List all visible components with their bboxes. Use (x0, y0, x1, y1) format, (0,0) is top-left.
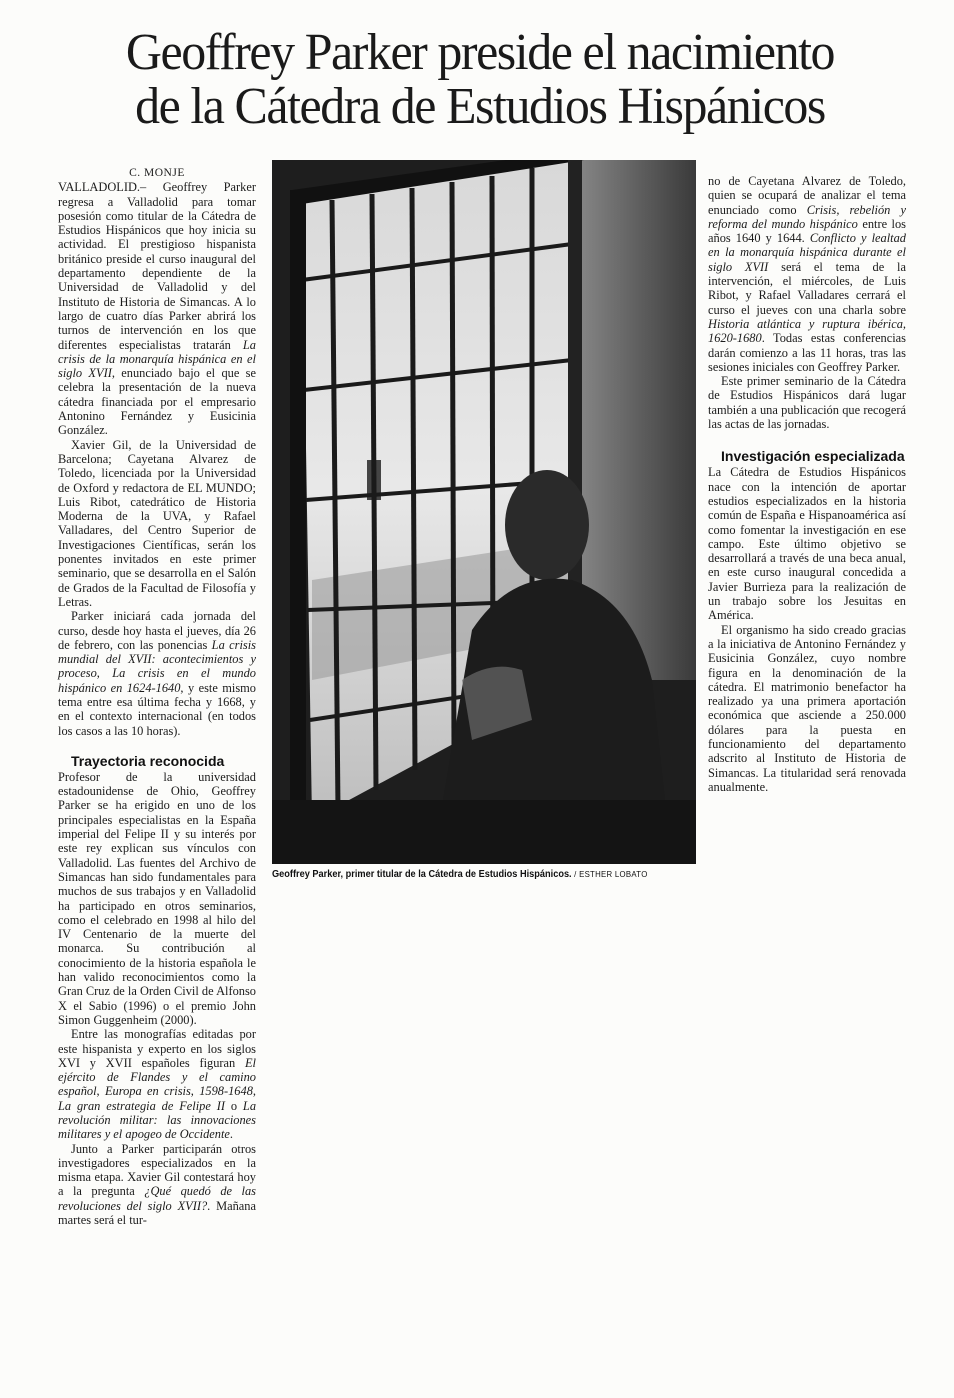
article-column-right (708, 174, 906, 794)
article-paragraph-7 (708, 174, 906, 374)
text-run: , (96, 1084, 105, 1099)
text-run: no de Cayetana Alvarez de Toledo, quien se ocupará de analizar el tema enunciado como (708, 174, 906, 217)
text-run: Junto a Parker participarán otros investigadores especializados en la misma etapa. Xavier Gil contestará hoy a la pregunta (58, 1141, 256, 1199)
text-run: , (252, 1084, 256, 1099)
byline: C. MONJE (129, 167, 185, 179)
subheading-trayectoria: Trayectoria reconocida (71, 752, 225, 769)
article-paragraph-4: Profesor de la universidad estadounidense de Ohio, Geoffrey Parker se ha erigido en uno de los principales especialistas en la España imperial del Felipe II y su interés por este rey explican sus vínculos con Valladolid. Las fuentes del Archivo de Simancas han sido fundamentales para muchos de sus trabajos y en Valladolid ha participado en otros seminarios, como el celebrado en 1998 al hilo del IV Centenario de la muerte del monarca. Su contribución al conocimiento de la historia española le han valido reconocimientos como la Gran Cruz de la Orden Civil de Alfonso X el Sabio (1996) o el premio John Simon Guggenheim (2000). (58, 769, 256, 1027)
text-run-italic: Crisis, rebelión y reforma del mundo hispánico (708, 202, 906, 231)
text-run-italic: Conflicto y lealtad en la monarquía hispánica durante el siglo XVII (708, 231, 906, 274)
article-photo (272, 160, 696, 864)
photo-credit: / ESTHER LOBATO (574, 869, 648, 879)
text-run: entre los años 1640 y 1644. (708, 216, 906, 246)
article-paragraph-3 (58, 609, 256, 738)
text-run-italic: La crisis en el mundo hispánico en 1624-1640 (58, 666, 256, 695)
headline-line-1: Geoffrey Parker preside el nacimiento (125, 24, 835, 81)
text-run-italic: El ejército de Flandes y el camino español (58, 1055, 256, 1099)
text-run: . Todas estas conferencias darán comienzo a las 11 horas, tras las sesiones iniciales con Geoffrey Parker. (708, 331, 906, 374)
text-run: VALLADOLID.– Geoffrey Parker regresa a Valladolid para tomar posesión como titular de la Cátedra de Estudios Hispánicos que hoy inicia su actividad. El prestigioso hispanista británico preside el curso inaugural del departamento dependiente de la Universidad de Valladolid y del Instituto de Historia de Simancas. A lo largo de cuatro días Parker abrirá los turnos de intervención en los que diferentes especialistas tratarán (58, 180, 256, 352)
article-column-left (58, 166, 256, 1227)
text-run: , (96, 666, 113, 681)
text-run: . (229, 1127, 234, 1142)
text-run: , y este mismo tema entre esa última fecha y 1668, y en el contexto internacional (en todos los casos a las 10 horas). (58, 680, 256, 738)
text-run: , enunciado bajo el que se celebra la presentación de la nueva cátedra financiada por el empresario Antonino Fernández y Eusicinia González. (58, 366, 256, 438)
text-run-italic: ¿Qué quedó de las revoluciones del siglo XVII? (58, 1184, 256, 1213)
subheading-investigacion: Investigación especializada (721, 448, 905, 465)
article-paragraph-1 (58, 180, 256, 437)
text-run-italic: La crisis de la monarquía hispánica en el siglo XVII (58, 337, 256, 381)
text-run-italic: La gran estrategia de Felipe II (58, 1098, 225, 1113)
caption-text: Geoffrey Parker, primer titular de la Cátedra de Estudios Hispánicos. (272, 869, 572, 880)
text-run-italic: Europa en crisis, 1598-1648 (104, 1084, 253, 1099)
text-run: o (224, 1098, 243, 1113)
article-paragraph-8: Este primer seminario de la Cátedra de Estudios Hispánicos dará lugar también a una publicación que recogerá las actas de las jornadas. (708, 374, 906, 432)
article-paragraph-10: El organismo ha sido creado gracias a la iniciativa de Antonino Fernández y Eusicinia González, cuyo nombre figura en la denominación de la cátedra. El matrimonio benefactor ha realizado ya una primera aportación económica que asciende a 250.000 dólares para la puesta en funcionamiento del departamento adscrito al Instituto de Historia de Simancas. La titularidad será renovada anualmente. (708, 622, 906, 794)
text-run: Entre las monografías editadas por este hispanista y experto en los siglos XVI y XVII españoles figuran (58, 1027, 256, 1070)
text-run: Parker iniciará cada jornada del curso, desde hoy hasta el jueves, día 26 de febrero, con las ponencias (58, 609, 256, 652)
headline (58, 26, 903, 134)
headline-line-2: de la Cátedra de Estudios Hispánicos (135, 78, 825, 135)
article-paragraph-5 (58, 1027, 256, 1141)
text-run-italic: La crisis mundial del XVII: acontecimientos y proceso (58, 637, 256, 681)
photo-caption (272, 868, 668, 881)
text-run: será el tema de la intervención, el miércoles, de Luis Ribot, y Rafael Valladares cerrará el curso el jueves con una charla sobre (708, 259, 906, 317)
text-run-italic: La revolución militar: las innovaciones militares y el apogeo de Occidente (58, 1098, 257, 1142)
article-paragraph-9: La Cátedra de Estudios Hispánicos nace con la intención de aportar estudios especializados en la historia común de España e Hispanoamérica así como fomentar la investigación en ese campo. Este último objetivo se desarrollará a través de una beca anual, en este curso inaugural concedida a Javier Burrieza para la realización de un trabajo sobre los Jesuitas en América. (708, 465, 906, 623)
text-run-italic: Historia atlántica y ruptura ibérica, 1620-1680 (708, 316, 906, 346)
article-paragraph-2: Xavier Gil, de la Universidad de Barcelona; Cayetana Alvarez de Toledo, licenciada por la Universidad de Oxford y redactora de EL MUNDO; Luis Ribot, catedrático de Historia Moderna de la UVA, y Rafael Valladares, del Centro Superior de Investigaciones Científicas, serán los ponentes invitados en este primer seminario, que se desarrolla en el Salón de Grados de la Facultad de Filosofía y Letras. (58, 437, 256, 609)
photo-window-scene (272, 160, 696, 864)
article-paragraph-6 (58, 1142, 256, 1228)
text-run: . Mañana martes será el tur- (58, 1198, 256, 1228)
